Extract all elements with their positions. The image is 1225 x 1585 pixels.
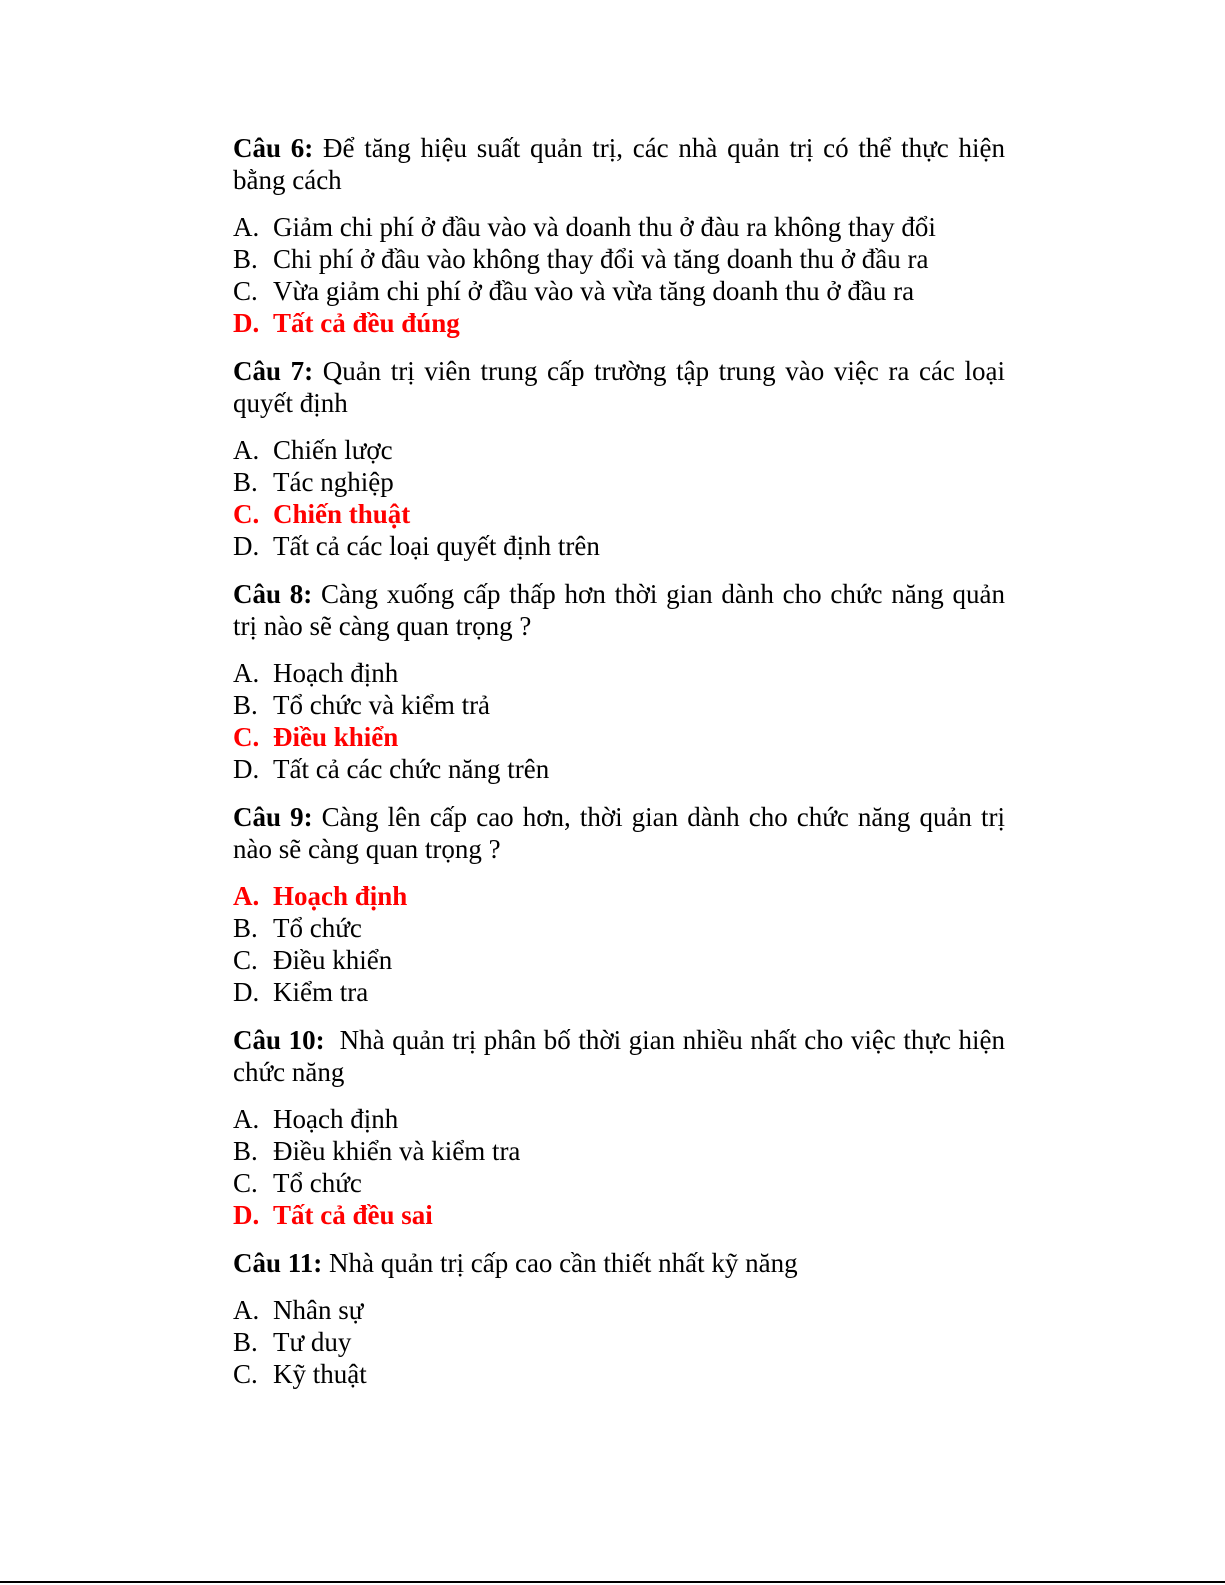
answer-option-a — [233, 657, 1005, 689]
answer-options — [233, 1294, 1005, 1390]
option-letter: D. — [233, 977, 260, 1007]
answer-option-b — [233, 912, 1005, 944]
option-text: Điều khiển — [273, 945, 393, 975]
answer-option-d — [233, 976, 1005, 1008]
option-letter: B. — [233, 690, 258, 720]
option-letter: A. — [233, 435, 260, 465]
question-text — [233, 132, 1005, 196]
answer-option-c-correct — [233, 721, 1005, 753]
answer-options — [233, 211, 1005, 339]
option-text: Tổ chức — [273, 913, 362, 943]
question-label: Câu 6: — [233, 133, 314, 163]
answer-option-c — [233, 944, 1005, 976]
question-6 — [233, 132, 1005, 339]
question-10 — [233, 1024, 1012, 1231]
option-text: Tất cả các chức năng trên — [273, 754, 550, 784]
option-letter: B. — [233, 1136, 258, 1166]
question-text — [233, 1247, 1005, 1279]
question-text — [233, 578, 1005, 642]
question-text — [233, 1024, 1012, 1088]
question-label: Câu 7: — [233, 356, 314, 386]
answer-option-c-correct — [233, 498, 1005, 530]
answer-option-d — [233, 530, 1005, 562]
question-body: Để tăng hiệu suất quản trị, các nhà quản trị có thể thực hiện bằng cách — [233, 133, 1005, 195]
answer-option-c — [233, 1167, 1005, 1199]
option-text: Tổ chức và kiểm trả — [273, 690, 491, 720]
answer-option-b — [233, 689, 1005, 721]
answer-option-d — [233, 753, 1005, 785]
option-text: Kiểm tra — [273, 977, 369, 1007]
option-text: Tất cả đều sai — [273, 1200, 433, 1230]
option-text: Tư duy — [273, 1327, 352, 1357]
answer-options — [233, 434, 1005, 562]
question-body: Quản trị viên trung cấp trường tập trung vào việc ra các loại quyết định — [233, 356, 1005, 418]
answer-option-b — [233, 1326, 1005, 1358]
answer-option-c — [233, 1358, 1005, 1390]
answer-option-d-correct — [233, 1199, 1005, 1231]
option-letter: A. — [233, 1295, 260, 1325]
option-letter: C. — [233, 1168, 258, 1198]
option-text: Chi phí ở đầu vào không thay đổi và tăng doanh thu ở đầu ra — [273, 244, 929, 274]
document-page — [233, 132, 1012, 1406]
option-letter: C. — [233, 499, 260, 529]
option-text: Chiến thuật — [273, 499, 411, 529]
option-text: Tác nghiệp — [273, 467, 394, 497]
option-text: Tổ chức — [273, 1168, 362, 1198]
option-letter: C. — [233, 276, 258, 306]
option-text: Điều khiển và kiểm tra — [273, 1136, 521, 1166]
option-letter: C. — [233, 945, 258, 975]
question-label: Câu 9: — [233, 802, 313, 832]
option-letter: D. — [233, 531, 260, 561]
question-label: Câu 10: — [233, 1025, 325, 1055]
answer-option-d-correct — [233, 307, 1005, 339]
option-letter: B. — [233, 913, 258, 943]
option-letter: D. — [233, 754, 260, 784]
option-letter: D. — [233, 1200, 260, 1230]
option-letter: A. — [233, 212, 260, 242]
option-letter: B. — [233, 244, 258, 274]
answer-option-b — [233, 466, 1005, 498]
option-text: Tất cả đều đúng — [273, 308, 460, 338]
answer-option-a-correct — [233, 880, 1005, 912]
answer-option-a — [233, 1294, 1005, 1326]
question-body: Nhà quản trị phân bố thời gian nhiều nhất cho việc thực hiện chức năng — [233, 1025, 1012, 1087]
answer-options — [233, 880, 1005, 1008]
question-body: Càng lên cấp cao hơn, thời gian dành cho chức năng quản trị nào sẽ càng quan trọng ? — [233, 802, 1005, 864]
answer-options — [233, 1103, 1005, 1231]
option-text: Hoạch định — [273, 1104, 399, 1134]
question-8 — [233, 578, 1005, 785]
answer-option-b — [233, 243, 1005, 275]
option-text: Giảm chi phí ở đầu vào và doanh thu ở đàu ra không thay đổi — [273, 212, 936, 242]
answer-options — [233, 657, 1005, 785]
page-bottom-divider — [0, 1581, 1225, 1583]
question-text — [233, 801, 1005, 865]
option-letter: A. — [233, 881, 260, 911]
question-11 — [233, 1247, 1005, 1390]
answer-option-a — [233, 211, 1005, 243]
question-7 — [233, 355, 1005, 562]
question-body: Nhà quản trị cấp cao cần thiết nhất kỹ năng — [322, 1248, 798, 1278]
option-text: Nhân sự — [273, 1295, 364, 1325]
answer-option-b — [233, 1135, 1005, 1167]
question-9 — [233, 801, 1005, 1008]
option-letter: B. — [233, 467, 258, 497]
answer-option-c — [233, 275, 1005, 307]
option-text: Hoạch định — [273, 658, 399, 688]
option-letter: D. — [233, 308, 260, 338]
option-text: Hoạch định — [273, 881, 408, 911]
question-body: Càng xuống cấp thấp hơn thời gian dành cho chức năng quản trị nào sẽ càng quan trọng ? — [233, 579, 1005, 641]
answer-option-a — [233, 1103, 1005, 1135]
option-letter: B. — [233, 1327, 258, 1357]
option-letter: C. — [233, 722, 260, 752]
question-label: Câu 8: — [233, 579, 313, 609]
option-text: Tất cả các loại quyết định trên — [273, 531, 600, 561]
option-text: Vừa giảm chi phí ở đầu vào và vừa tăng doanh thu ở đầu ra — [273, 276, 915, 306]
option-text: Điều khiển — [273, 722, 399, 752]
answer-option-a — [233, 434, 1005, 466]
question-label: Câu 11: — [233, 1248, 323, 1278]
option-text: Chiến lược — [273, 435, 393, 465]
question-text — [233, 355, 1005, 419]
option-letter: A. — [233, 1104, 260, 1134]
option-letter: C. — [233, 1359, 258, 1389]
option-letter: A. — [233, 658, 260, 688]
option-text: Kỹ thuật — [273, 1359, 367, 1389]
